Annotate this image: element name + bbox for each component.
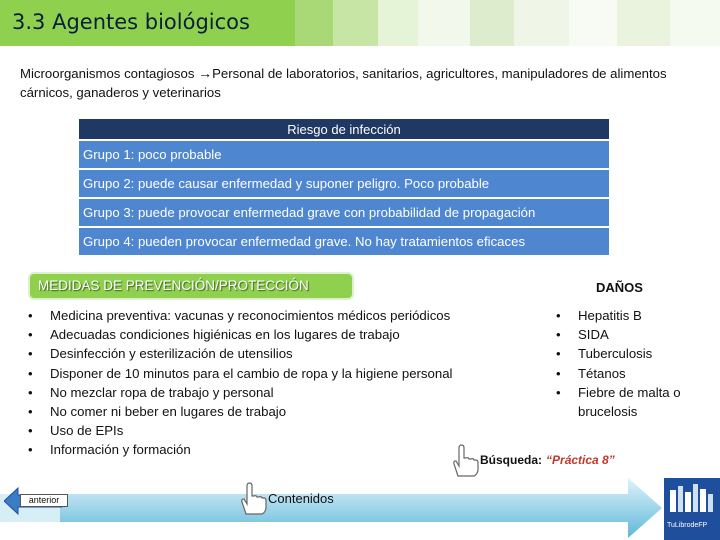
list-item: • Medicina preventiva: vacunas y reconocimientos médicos periódicos bbox=[28, 306, 528, 325]
list-item: • Uso de EPIs bbox=[28, 421, 528, 440]
header bbox=[0, 0, 720, 46]
damages-list bbox=[556, 306, 706, 421]
list-item: • No mezclar ropa de trabajo y personal bbox=[28, 383, 528, 402]
bullet-icon: • bbox=[556, 327, 561, 343]
risk-row-group-1: Grupo 1: poco probable bbox=[78, 140, 610, 169]
risk-row-group-4: Grupo 4: pueden provocar enfermedad grave. No hay tratamientos eficaces bbox=[78, 227, 610, 256]
list-item: • SIDA bbox=[556, 325, 706, 344]
prevention-list bbox=[28, 306, 528, 460]
logo-text: TuLibrodeFP bbox=[667, 522, 708, 529]
pointer-hand-icon[interactable] bbox=[236, 480, 270, 516]
bullet-icon: • bbox=[556, 384, 561, 400]
bullet-icon: • bbox=[28, 423, 33, 439]
list-item: • Adecuadas condiciones higiénicas en los lugares de trabajo bbox=[28, 325, 528, 344]
prevention-title: MEDIDAS DE PREVENCIÓN/PROTECCIÓN bbox=[28, 272, 354, 300]
bullet-icon: • bbox=[28, 365, 33, 381]
bullet-icon: • bbox=[28, 404, 33, 420]
header-decoration bbox=[295, 0, 720, 46]
risk-row-group-2: Grupo 2: puede causar enfermedad y suponer peligro. Poco probable bbox=[78, 169, 610, 198]
bullet-icon: • bbox=[556, 346, 561, 362]
bullet-icon: • bbox=[28, 308, 33, 323]
right-arrow-icon: → bbox=[198, 65, 213, 81]
page-title: 3.3 Agentes biológicos bbox=[12, 10, 250, 34]
tulibrodefp-logo bbox=[664, 478, 720, 540]
list-item: • Fiebre de malta o brucelosis bbox=[556, 384, 681, 420]
list-item: • Desinfección y esterilización de utensilios bbox=[28, 344, 528, 363]
list-item: • Hepatitis B bbox=[556, 306, 706, 325]
risk-row-group-3: Grupo 3: puede provocar enfermedad grave con probabilidad de propagación bbox=[78, 198, 610, 227]
bullet-icon: • bbox=[28, 346, 33, 362]
search-value: “Práctica 8” bbox=[546, 453, 615, 467]
contents-label[interactable]: Contenidos bbox=[268, 490, 334, 506]
list-item: • Tétanos bbox=[556, 364, 706, 383]
list-item: • Información y formación bbox=[28, 440, 528, 459]
intro-body: Personal de laboratorios, sanitarios, agricultores, manipuladores de alimentos cárnicos, ganaderos y veterinarios bbox=[20, 66, 667, 100]
search-hint[interactable] bbox=[448, 442, 615, 478]
risk-table bbox=[78, 118, 610, 256]
contents-link[interactable] bbox=[236, 480, 334, 516]
list-item: • No comer ni beber en lugares de trabajo bbox=[28, 402, 528, 421]
footer-arrow-strip bbox=[0, 478, 720, 540]
bullet-icon: • bbox=[556, 308, 561, 323]
intro-prefix: Microorganismos contagiosos bbox=[20, 66, 195, 81]
search-label: Búsqueda: bbox=[480, 453, 543, 467]
bullet-icon: • bbox=[28, 384, 33, 400]
list-item: • Disponer de 10 minutos para el cambio de ropa y la higiene personal bbox=[28, 364, 528, 383]
intro-text bbox=[20, 64, 700, 102]
bullet-icon: • bbox=[28, 442, 33, 458]
risk-table-header: Riesgo de infección bbox=[78, 118, 610, 140]
bullet-icon: • bbox=[28, 327, 33, 343]
books-icon bbox=[664, 478, 720, 518]
pointer-hand-icon[interactable] bbox=[448, 442, 482, 478]
previous-button[interactable]: anterior bbox=[20, 494, 68, 507]
damages-title: DAÑOS bbox=[596, 280, 643, 295]
bullet-icon: • bbox=[556, 365, 561, 381]
list-item: • Tuberculosis bbox=[556, 344, 706, 363]
